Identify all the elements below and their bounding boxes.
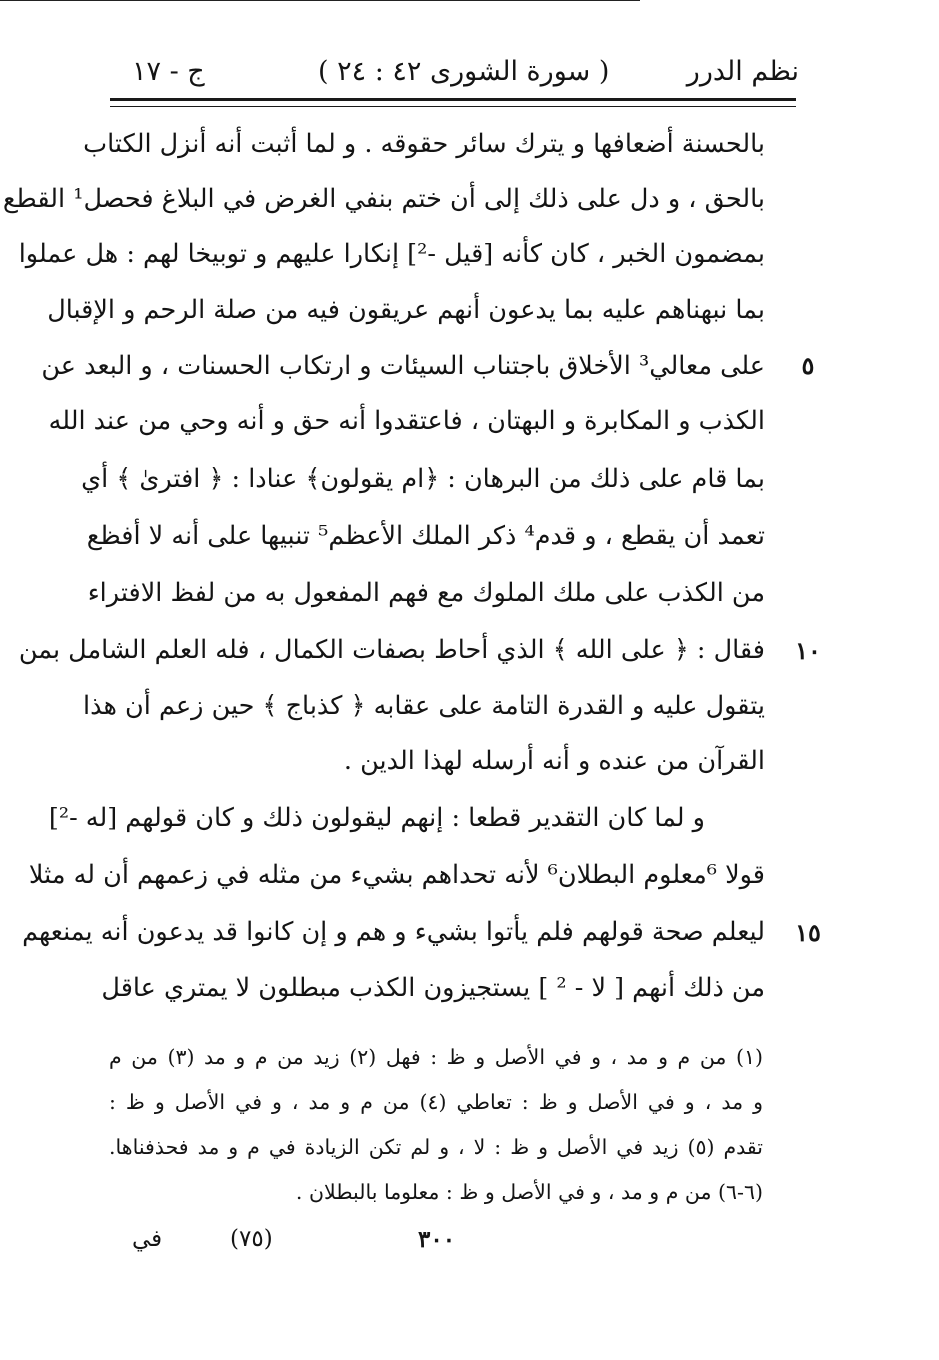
footnote-line: (٦-٦) من م و مد ، و في الأصل و ظ : معلوما بالبطلان . — [295, 1180, 763, 1204]
body-line: من ذلك أنهم [ لا - ² ] يستجيزون الكذب مبطلون لا يمتري عاقل — [101, 973, 765, 1003]
body-line: قولا ⁶معلوم البطلان⁶ لأنه تحداهم بشيء من مثله في زعمهم أن له مثلا — [28, 860, 765, 890]
catchword: في — [132, 1226, 163, 1252]
body-line: بما نبهناهم عليه بما يدعون أنهم عريقون فيه من صلة الرحم و الإقبال — [47, 295, 765, 325]
running-head-surah: ( سورة الشورى ٤٢ : ٢٤ ) — [318, 56, 610, 87]
header-rule-thick — [110, 98, 796, 101]
body-line: تعمد أن يقطع ، و قدم⁴ ذكر الملك الأعظم⁵ تنبيها على أنه لا أفظع — [86, 521, 765, 551]
running-head-volume: ج - ١٧ — [132, 56, 205, 87]
body-line: من الكذب على ملك الملوك مع فهم المفعول به من لفظ الافتراء — [87, 578, 765, 608]
body-line: و لما كان التقدير قطعا : إنهم ليقولون ذلك و كان قولهم [له -²] — [48, 803, 705, 833]
body-line: القرآن من عنده و أنه أرسله لهذا الدين . — [343, 746, 765, 776]
body-line: يتقول عليه و القدرة التامة على عقابه ﴿ كذباج ﴾ حين زعم أن هذا — [83, 691, 765, 721]
footnote-separator — [0, 0, 640, 1]
footnote-line: تقدم (٥) زيد في الأصل و ظ : لا ، و لم تكن الزيادة في م و مد فحذفناها. — [109, 1135, 763, 1159]
running-head-book-title: نظم الدرر — [686, 56, 799, 87]
line-number: ٥ — [801, 351, 815, 380]
signature-mark: (٧٥) — [230, 1226, 273, 1252]
body-line: بمضمون الخبر ، كان كأنه [قيل -²] إنكارا عليهم و توبيخا لهم : هل عملوا — [18, 239, 765, 269]
body-line: بالحسنة أضعافها و يترك سائر حقوقه . و لما أثبت أنه أنزل الكتاب — [83, 129, 765, 159]
header-rule-thin — [110, 106, 796, 107]
footnote-line: و مد ، و في الأصل و ظ : تعاطي (٤) من م و مد ، و في الأصل و ظ : — [109, 1090, 763, 1114]
footnote-line: (١) من م و مد ، و في الأصل و ظ : فهل (٢) زيد من م و مد (٣) من م — [109, 1045, 764, 1069]
body-line: بالحق ، و دل على ذلك إلى أن ختم بنفي الغرض في البلاغ فحصل¹ القطع — [2, 184, 765, 214]
line-number: ١٠ — [795, 636, 821, 665]
page-number: ٣٠٠ — [418, 1226, 456, 1253]
body-line: فقال : ﴿ على الله ﴾ الذي أحاط بصفات الكمال ، فله العلم الشامل بمن — [18, 635, 765, 665]
body-line: على معالي³ الأخلاق باجتناب السيئات و ارتكاب الحسنات ، و البعد عن — [41, 351, 765, 381]
line-number: ١٥ — [795, 918, 821, 947]
body-line: الكذب و المكابرة و البهتان ، فاعتقدوا أنه حق و أنه وحي من عند الله — [48, 406, 765, 436]
body-line: ليعلم صحة قولهم فلم يأتوا بشيء و هم و إن كانوا قد يدعون أنه يمنعهم — [22, 917, 765, 947]
body-line: بما قام على ذلك من البرهان : ﴿ام يقولون﴾ عنادا : ﴿ افترىٰ ﴾ أي — [81, 464, 765, 494]
